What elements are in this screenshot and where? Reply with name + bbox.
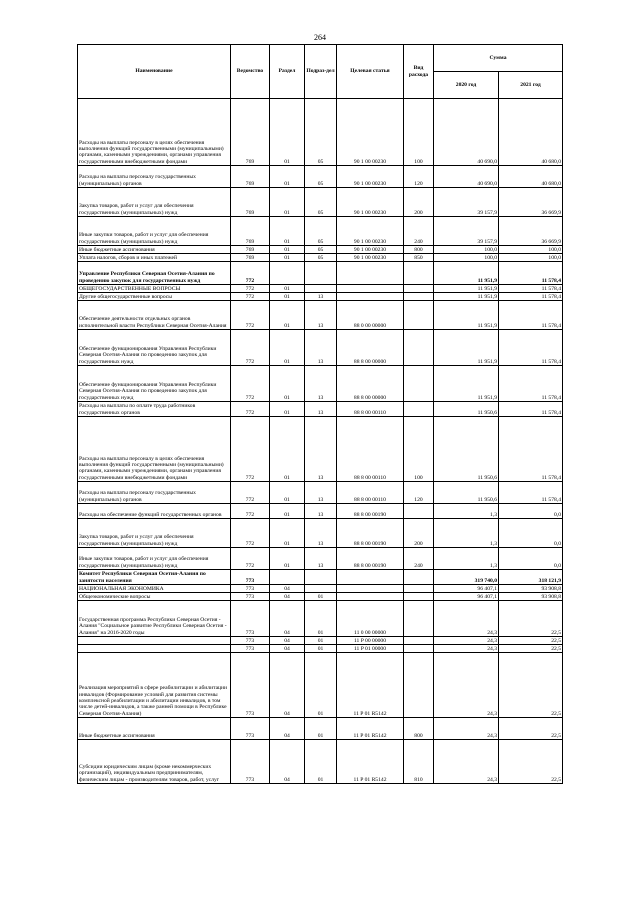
row-target: 90 1 00 00230 — [337, 217, 404, 246]
row-name: Другие общегосударственные вопросы — [78, 293, 231, 301]
table-row — [78, 285, 563, 293]
row-section: 04 — [270, 740, 305, 784]
row-section: 01 — [270, 402, 305, 417]
row-name — [78, 637, 231, 645]
row-sum-2020: 11 950,6 — [434, 417, 499, 482]
table-row — [78, 585, 563, 593]
row-section: 01 — [270, 293, 305, 301]
row-target: 11 0 00 00000 — [337, 601, 404, 637]
row-section: 04 — [270, 637, 305, 645]
row-target — [337, 585, 404, 593]
header-sum: Сумма — [434, 45, 563, 72]
row-exp-type — [404, 504, 434, 519]
row-section: 01 — [270, 504, 305, 519]
header-subsection: Подраз-дел — [305, 45, 337, 99]
row-target: 88 8 00 00000 — [337, 330, 404, 366]
row-sum-2020: 39 157,9 — [434, 217, 499, 246]
row-name: Закупка товаров, работ и услуг для обеспечения государственных (муниципальных) нужд — [78, 188, 231, 217]
row-name: Обеспечение деятельности отдельных органов исполнительной власти Республики Северная Осетия-Алания — [78, 301, 231, 330]
row-subsection: 13 — [305, 504, 337, 519]
row-name: Иные закупки товаров, работ и услуг для обеспечения государственных (муниципальных) нужд — [78, 548, 231, 570]
row-subsection — [305, 570, 337, 585]
row-exp-type — [404, 570, 434, 585]
row-sum-2020: 96 407,1 — [434, 593, 499, 601]
table-row — [78, 366, 563, 402]
row-section: 01 — [270, 285, 305, 293]
row-exp-type — [404, 653, 434, 718]
row-name: ОБЩЕГОСУДАРСТВЕННЫЕ ВОПРОСЫ — [78, 285, 231, 293]
row-sum-2020: 40 690,0 — [434, 166, 499, 188]
row-sum-2021: 36 669,9 — [499, 188, 563, 217]
row-target — [337, 293, 404, 301]
row-dept: 773 — [231, 593, 270, 601]
row-exp-type — [404, 330, 434, 366]
table-row — [78, 593, 563, 601]
row-target: 90 1 00 00230 — [337, 246, 404, 254]
row-section — [270, 262, 305, 285]
header-dept: Ведомство — [231, 45, 270, 99]
budget-table — [77, 44, 563, 784]
row-sum-2020: 96 407,1 — [434, 585, 499, 593]
row-subsection: 13 — [305, 548, 337, 570]
row-name: Иные бюджетные ассигнования — [78, 246, 231, 254]
row-sum-2020: 40 690,0 — [434, 99, 499, 166]
row-section: 01 — [270, 246, 305, 254]
table-row — [78, 99, 563, 166]
header-exp-type: Вид расхода — [404, 45, 434, 99]
table-row — [78, 246, 563, 254]
row-section: 04 — [270, 585, 305, 593]
row-dept: 769 — [231, 99, 270, 166]
row-subsection: 13 — [305, 366, 337, 402]
row-target: 90 1 00 00230 — [337, 166, 404, 188]
row-sum-2021: 93 908,8 — [499, 585, 563, 593]
row-dept: 772 — [231, 285, 270, 293]
row-exp-type — [404, 585, 434, 593]
row-subsection: 05 — [305, 246, 337, 254]
row-target: 88 8 00 00110 — [337, 417, 404, 482]
row-dept: 772 — [231, 504, 270, 519]
row-name: Расходы на выплаты персоналу в целях обеспечения выполнения функций государственными (муниципальными) органами, казенными учреждениями, органами управления государственными внебюджетными фондами — [78, 417, 231, 482]
row-exp-type — [404, 285, 434, 293]
row-dept: 772 — [231, 301, 270, 330]
row-target: 88 8 00 00110 — [337, 482, 404, 504]
row-sum-2020: 319 740,0 — [434, 570, 499, 585]
row-name: Расходы на выплаты по оплате труда работников государственных органов — [78, 402, 231, 417]
row-dept: 769 — [231, 246, 270, 254]
row-exp-type — [404, 637, 434, 645]
row-exp-type — [404, 301, 434, 330]
row-name: Субсидии юридическим лицам (кроме некоммерческих организаций), индивидуальным предпринимателям, физическим лицам - производителям товаров, работ, услуг — [78, 740, 231, 784]
row-section: 01 — [270, 99, 305, 166]
row-name: Иные закупки товаров, работ и услуг для обеспечения государственных (муниципальных) нужд — [78, 217, 231, 246]
row-subsection: 01 — [305, 637, 337, 645]
row-name: Обеспечение функционирования Управления Республики Северная Осетия-Алания по проведению закупок для государственных нужд — [78, 330, 231, 366]
row-sum-2021: 22,5 — [499, 601, 563, 637]
row-exp-type — [404, 293, 434, 301]
row-sum-2021: 11 578,4 — [499, 285, 563, 293]
table-row — [78, 254, 563, 262]
row-exp-type: 850 — [404, 254, 434, 262]
row-name — [78, 645, 231, 653]
row-target — [337, 570, 404, 585]
row-sum-2020: 11 951,9 — [434, 366, 499, 402]
row-exp-type: 240 — [404, 548, 434, 570]
row-sum-2020: 1,3 — [434, 548, 499, 570]
row-sum-2021: 40 680,0 — [499, 166, 563, 188]
row-exp-type — [404, 402, 434, 417]
table-row — [78, 548, 563, 570]
row-subsection: 05 — [305, 166, 337, 188]
row-subsection — [305, 262, 337, 285]
row-subsection: 13 — [305, 301, 337, 330]
row-sum-2021: 22,5 — [499, 637, 563, 645]
row-sum-2021: 11 578,4 — [499, 301, 563, 330]
row-sum-2020: 24,3 — [434, 653, 499, 718]
row-target: 11 P 01 R5142 — [337, 718, 404, 740]
row-sum-2020: 39 157,9 — [434, 188, 499, 217]
row-sum-2021: 11 578,4 — [499, 366, 563, 402]
row-target: 88 8 00 00190 — [337, 519, 404, 548]
table-row — [78, 740, 563, 784]
row-target: 88 8 00 00190 — [337, 548, 404, 570]
row-subsection: 13 — [305, 293, 337, 301]
row-dept: 773 — [231, 740, 270, 784]
row-section: 01 — [270, 166, 305, 188]
row-target: 11 P 00 00000 — [337, 637, 404, 645]
row-exp-type — [404, 262, 434, 285]
row-name: Управление Республики Северная Осетия-Алания по проведению закупок для государственных нужд — [78, 262, 231, 285]
header-2021: 2021 год — [499, 72, 563, 99]
row-dept: 769 — [231, 188, 270, 217]
row-exp-type: 100 — [404, 99, 434, 166]
row-sum-2020: 11 950,6 — [434, 402, 499, 417]
row-section: 04 — [270, 718, 305, 740]
row-sum-2021: 11 578,4 — [499, 402, 563, 417]
row-dept: 772 — [231, 293, 270, 301]
row-sum-2021: 0,0 — [499, 504, 563, 519]
row-sum-2021: 93 908,8 — [499, 593, 563, 601]
row-section: 04 — [270, 653, 305, 718]
row-name: Обеспечение функционирования Управления Республики Северная Осетия-Алания по проведению закупок для государственных нужд — [78, 366, 231, 402]
table-row — [78, 188, 563, 217]
row-exp-type — [404, 645, 434, 653]
row-sum-2021: 11 578,4 — [499, 482, 563, 504]
row-section: 01 — [270, 548, 305, 570]
row-sum-2021: 11 578,4 — [499, 262, 563, 285]
row-sum-2021: 11 578,4 — [499, 417, 563, 482]
row-sum-2020: 11 950,6 — [434, 482, 499, 504]
table-row — [78, 504, 563, 519]
row-subsection: 13 — [305, 417, 337, 482]
row-section: 04 — [270, 601, 305, 637]
row-section: 01 — [270, 330, 305, 366]
row-dept: 773 — [231, 645, 270, 653]
row-sum-2021: 40 680,0 — [499, 99, 563, 166]
row-dept: 772 — [231, 402, 270, 417]
row-target: 88 8 00 00000 — [337, 366, 404, 402]
row-name: Государственная программа Республики Северная Осетия - Алания "Социальное развитие Республики Северная Осетия - Алания" на 2016-2020 годы — [78, 601, 231, 637]
table-row — [78, 301, 563, 330]
row-sum-2021: 0,0 — [499, 519, 563, 548]
row-exp-type: 240 — [404, 217, 434, 246]
table-row — [78, 519, 563, 548]
row-dept: 773 — [231, 653, 270, 718]
row-name: Уплата налогов, сборов и иных платежей — [78, 254, 231, 262]
table-body — [78, 99, 563, 784]
row-exp-type — [404, 593, 434, 601]
row-dept: 773 — [231, 570, 270, 585]
row-subsection: 13 — [305, 519, 337, 548]
row-subsection: 13 — [305, 402, 337, 417]
row-name: Расходы на выплаты персоналу в целях обеспечения выполнения функций государственными (муниципальными) органами, казенными учреждениями, органами управления государственными внебюджетными фондами — [78, 99, 231, 166]
row-exp-type: 810 — [404, 740, 434, 784]
row-subsection: 01 — [305, 601, 337, 637]
row-sum-2021: 11 578,4 — [499, 330, 563, 366]
row-exp-type: 200 — [404, 188, 434, 217]
row-name: Реализация мероприятий в сфере реабилитации и абилитации инвалидов (Формирование условий для развития системы комплексной реабилитации и абилитации инвалидов, в том числе детей-инвалидов, а также ранней помощи в Республике Северная Осетия-Алания) — [78, 653, 231, 718]
row-dept: 769 — [231, 254, 270, 262]
table-row — [78, 637, 563, 645]
row-subsection — [305, 285, 337, 293]
table-row — [78, 293, 563, 301]
row-target: 88 0 00 00000 — [337, 301, 404, 330]
row-subsection: 01 — [305, 718, 337, 740]
row-section: 01 — [270, 482, 305, 504]
table-row — [78, 166, 563, 188]
row-section: 04 — [270, 645, 305, 653]
row-target: 11 P 01 R5142 — [337, 653, 404, 718]
row-target — [337, 262, 404, 285]
row-section: 01 — [270, 417, 305, 482]
row-sum-2021: 0,0 — [499, 548, 563, 570]
row-sum-2021: 11 578,4 — [499, 293, 563, 301]
row-dept: 773 — [231, 637, 270, 645]
row-sum-2021: 22,5 — [499, 718, 563, 740]
row-sum-2021: 100,0 — [499, 254, 563, 262]
row-exp-type: 200 — [404, 519, 434, 548]
row-subsection: 01 — [305, 653, 337, 718]
table-row — [78, 402, 563, 417]
row-sum-2021: 22,5 — [499, 653, 563, 718]
row-exp-type: 800 — [404, 246, 434, 254]
row-dept: 772 — [231, 417, 270, 482]
row-sum-2021: 22,5 — [499, 740, 563, 784]
row-name: Расходы на выплаты персоналу государственных (муниципальных) органов — [78, 482, 231, 504]
row-dept: 772 — [231, 330, 270, 366]
row-sum-2020: 24,3 — [434, 637, 499, 645]
row-section: 01 — [270, 217, 305, 246]
row-target — [337, 285, 404, 293]
row-target: 11 P 01 R5142 — [337, 740, 404, 784]
row-section: 01 — [270, 366, 305, 402]
row-subsection: 13 — [305, 482, 337, 504]
row-target: 90 1 00 00230 — [337, 254, 404, 262]
table-row — [78, 482, 563, 504]
row-name: Расходы на обеспечение функций государственных органов — [78, 504, 231, 519]
row-name: Общеэкономические вопросы — [78, 593, 231, 601]
table-row — [78, 645, 563, 653]
header-target: Целевая статья — [337, 45, 404, 99]
row-subsection: 05 — [305, 99, 337, 166]
row-sum-2020: 11 951,9 — [434, 293, 499, 301]
row-sum-2021: 318 121,9 — [499, 570, 563, 585]
row-subsection: 13 — [305, 330, 337, 366]
row-exp-type — [404, 366, 434, 402]
row-name: Расходы на выплаты персоналу государственных (муниципальных) органов — [78, 166, 231, 188]
row-name: Комитет Республики Северная Осетия-Алания по занятости населения — [78, 570, 231, 585]
table-row — [78, 601, 563, 637]
row-dept: 772 — [231, 366, 270, 402]
row-sum-2021: 36 669,9 — [499, 217, 563, 246]
row-name: Закупка товаров, работ и услуг для обеспечения государственных (муниципальных) нужд — [78, 519, 231, 548]
row-sum-2020: 24,3 — [434, 645, 499, 653]
row-exp-type: 800 — [404, 718, 434, 740]
row-section: 01 — [270, 519, 305, 548]
row-target: 11 P 01 00000 — [337, 645, 404, 653]
row-target — [337, 593, 404, 601]
row-name: НАЦИОНАЛЬНАЯ ЭКОНОМИКА — [78, 585, 231, 593]
row-exp-type: 120 — [404, 482, 434, 504]
row-sum-2020: 24,3 — [434, 718, 499, 740]
row-target: 90 1 00 00230 — [337, 188, 404, 217]
row-dept: 773 — [231, 718, 270, 740]
table-row — [78, 217, 563, 246]
page-number: 264 — [314, 33, 326, 42]
table-row — [78, 262, 563, 285]
row-section — [270, 570, 305, 585]
row-dept: 773 — [231, 601, 270, 637]
table-row — [78, 570, 563, 585]
row-sum-2020: 24,3 — [434, 740, 499, 784]
row-section: 01 — [270, 301, 305, 330]
row-sum-2020: 1,3 — [434, 504, 499, 519]
row-dept: 769 — [231, 166, 270, 188]
row-sum-2020: 100,0 — [434, 254, 499, 262]
table-row — [78, 417, 563, 482]
row-subsection: 01 — [305, 593, 337, 601]
row-sum-2020: 100,0 — [434, 246, 499, 254]
row-exp-type — [404, 601, 434, 637]
row-dept: 772 — [231, 548, 270, 570]
row-subsection: 05 — [305, 254, 337, 262]
row-dept: 769 — [231, 217, 270, 246]
row-sum-2020: 11 951,9 — [434, 301, 499, 330]
row-target: 88 8 00 00110 — [337, 402, 404, 417]
row-section: 01 — [270, 188, 305, 217]
row-subsection: 01 — [305, 645, 337, 653]
row-subsection: 01 — [305, 740, 337, 784]
header-name: Наименование — [78, 45, 231, 99]
header-section: Раздел — [270, 45, 305, 99]
row-target: 88 8 00 00190 — [337, 504, 404, 519]
row-dept: 772 — [231, 262, 270, 285]
row-sum-2020: 1,3 — [434, 519, 499, 548]
row-sum-2020: 11 951,9 — [434, 262, 499, 285]
row-section: 01 — [270, 254, 305, 262]
row-sum-2021: 100,0 — [499, 246, 563, 254]
row-name: Иные бюджетные ассигнования — [78, 718, 231, 740]
row-exp-type: 100 — [404, 417, 434, 482]
row-target: 90 1 00 00230 — [337, 99, 404, 166]
table-row — [78, 718, 563, 740]
row-section: 04 — [270, 593, 305, 601]
row-subsection — [305, 585, 337, 593]
row-dept: 772 — [231, 519, 270, 548]
row-sum-2021: 22,5 — [499, 645, 563, 653]
row-sum-2020: 11 951,9 — [434, 330, 499, 366]
table-row — [78, 653, 563, 718]
row-sum-2020: 11 951,9 — [434, 285, 499, 293]
row-sum-2020: 24,3 — [434, 601, 499, 637]
table-row — [78, 330, 563, 366]
header-2020: 2020 год — [434, 72, 499, 99]
row-dept: 773 — [231, 585, 270, 593]
row-subsection: 05 — [305, 217, 337, 246]
row-subsection: 05 — [305, 188, 337, 217]
row-dept: 772 — [231, 482, 270, 504]
row-exp-type: 120 — [404, 166, 434, 188]
